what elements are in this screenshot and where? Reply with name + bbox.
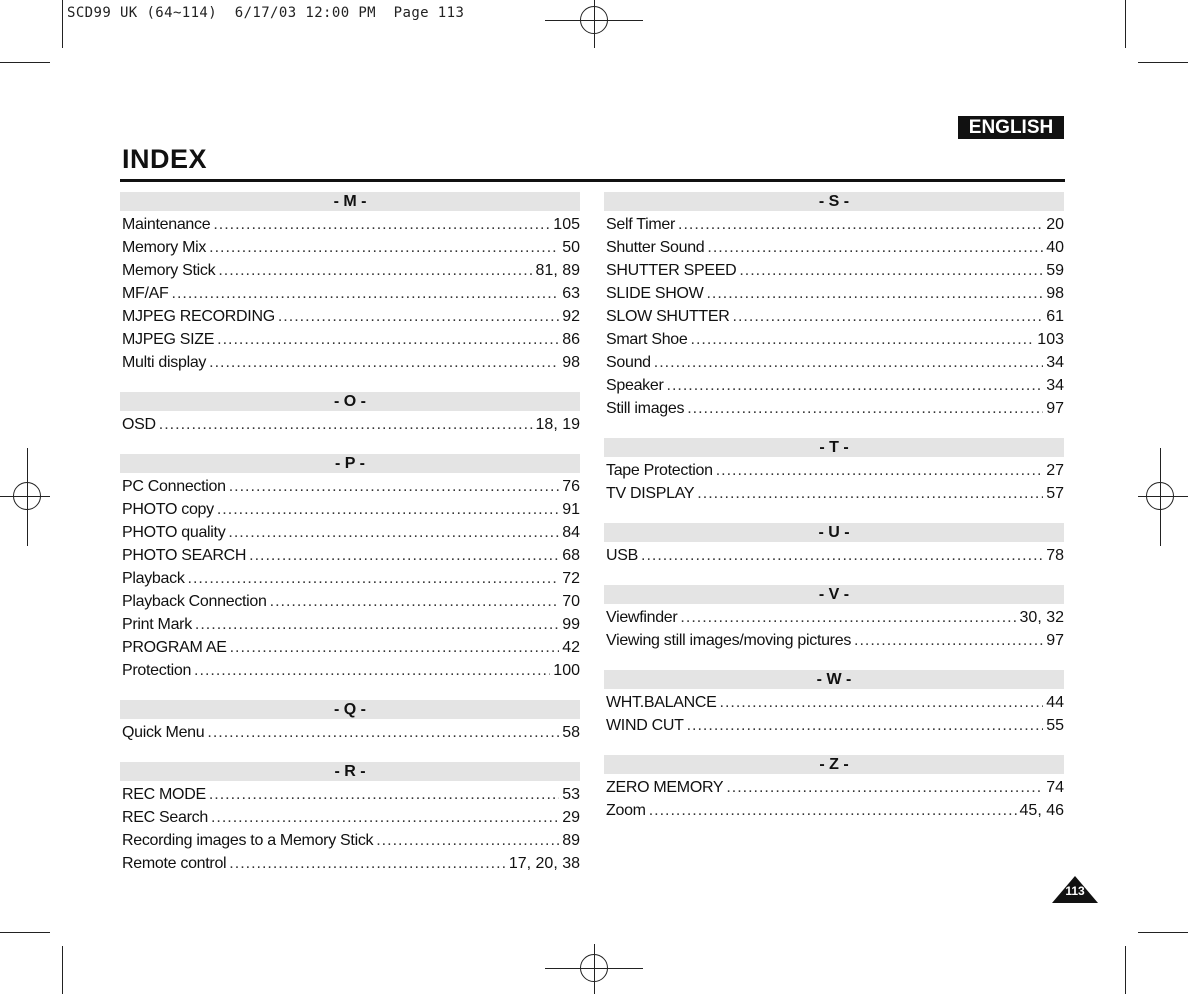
dot-leader [211, 809, 559, 827]
entry-page-numbers: 27 [1046, 462, 1064, 479]
index-entry [604, 802, 1064, 825]
dot-leader [641, 547, 1043, 565]
dot-leader [218, 262, 532, 280]
entry-page-numbers: 68 [562, 547, 580, 564]
index-entry [120, 308, 580, 331]
section-letter-heading: - W - [604, 670, 1064, 689]
crop-mark [62, 0, 63, 48]
index-entry [120, 662, 580, 685]
index-entry [604, 632, 1064, 655]
dot-leader [716, 462, 1044, 480]
index-entry [604, 285, 1064, 308]
entry-term: WHT.BALANCE [606, 694, 717, 711]
entry-term: PHOTO SEARCH [122, 547, 247, 564]
dot-leader [213, 216, 550, 234]
crop-mark [1125, 0, 1126, 48]
index-section [120, 454, 580, 685]
index-section [604, 585, 1064, 655]
dot-leader [217, 501, 559, 519]
entry-page-numbers: 44 [1046, 694, 1064, 711]
index-entry [120, 832, 580, 855]
dot-leader [726, 779, 1043, 797]
entry-term: SHUTTER SPEED [606, 262, 737, 279]
index-entry [120, 855, 580, 878]
entry-list [120, 724, 580, 747]
dot-leader [229, 855, 506, 873]
entry-page-numbers: 72 [562, 570, 580, 587]
dot-leader [678, 216, 1043, 234]
dot-leader [217, 331, 559, 349]
entry-term: PHOTO copy [122, 501, 214, 518]
entry-list [604, 547, 1064, 570]
index-entry [120, 331, 580, 354]
dot-leader [697, 485, 1043, 503]
index-entry [120, 216, 580, 239]
entry-term: MF/AF [122, 285, 169, 302]
index-section [120, 192, 580, 377]
entry-term: SLOW SHUTTER [606, 308, 730, 325]
entry-page-numbers: 18, 19 [535, 416, 580, 433]
dot-leader [207, 724, 559, 742]
entry-term: Remote control [122, 855, 227, 872]
entry-term: Viewing still images/moving pictures [606, 632, 852, 649]
dot-leader [209, 786, 559, 804]
entry-list [120, 786, 580, 878]
index-section [604, 670, 1064, 740]
dot-leader [194, 662, 550, 680]
section-letter-heading: - M - [120, 192, 580, 211]
entry-page-numbers: 78 [1046, 547, 1064, 564]
section-letter-heading: - S - [604, 192, 1064, 211]
dot-leader [707, 239, 1043, 257]
entry-term: REC Search [122, 809, 208, 826]
dot-leader [188, 570, 560, 588]
entry-term: MJPEG RECORDING [122, 308, 275, 325]
index-section [604, 523, 1064, 570]
crop-mark [1138, 62, 1188, 63]
entry-term: Zoom [606, 802, 646, 819]
index-entry [604, 609, 1064, 632]
entry-term: Sound [606, 354, 651, 371]
entry-list [604, 779, 1064, 825]
dot-leader [270, 593, 560, 611]
entry-term: Smart Shoe [606, 331, 688, 348]
entry-page-numbers: 57 [1046, 485, 1064, 502]
entry-term: Still images [606, 400, 685, 417]
entry-list [120, 416, 580, 439]
entry-term: SLIDE SHOW [606, 285, 704, 302]
entry-term: OSD [122, 416, 156, 433]
entry-term: ZERO MEMORY [606, 779, 724, 796]
dot-leader [687, 400, 1043, 418]
section-letter-heading: - P - [120, 454, 580, 473]
entry-page-numbers: 86 [562, 331, 580, 348]
entry-term: Viewfinder [606, 609, 678, 626]
dot-leader [706, 285, 1043, 303]
entry-term: Shutter Sound [606, 239, 705, 256]
index-section [120, 392, 580, 439]
entry-page-numbers: 100 [553, 662, 580, 679]
crop-mark [0, 932, 50, 933]
dot-leader [159, 416, 533, 434]
index-entry [120, 724, 580, 747]
entry-page-numbers: 92 [562, 308, 580, 325]
dot-leader [691, 331, 1035, 349]
dot-leader [687, 717, 1044, 735]
entry-term: TV DISPLAY [606, 485, 695, 502]
entry-page-numbers: 34 [1046, 377, 1064, 394]
index-entry [120, 416, 580, 439]
dot-leader [278, 308, 559, 326]
entry-page-numbers: 84 [562, 524, 580, 541]
section-letter-heading: - U - [604, 523, 1064, 542]
dot-leader [680, 609, 1016, 627]
index-entry [120, 616, 580, 639]
index-entry [604, 308, 1064, 331]
section-letter-heading: - V - [604, 585, 1064, 604]
dot-leader [249, 547, 559, 565]
dot-leader [229, 478, 559, 496]
entry-page-numbers: 40 [1046, 239, 1064, 256]
entry-term: Protection [122, 662, 192, 679]
entry-page-numbers: 61 [1046, 308, 1064, 325]
entry-term: Print Mark [122, 616, 192, 633]
language-badge: ENGLISH [958, 116, 1064, 139]
index-entry [604, 262, 1064, 285]
dot-leader [172, 285, 560, 303]
page-title: INDEX [122, 144, 208, 174]
dot-leader [654, 354, 1043, 372]
section-letter-heading: - Q - [120, 700, 580, 719]
section-letter-heading: - R - [120, 762, 580, 781]
index-entry [120, 809, 580, 832]
entry-page-numbers: 70 [562, 593, 580, 610]
index-entry [604, 400, 1064, 423]
index-entry [120, 262, 580, 285]
entry-term: PROGRAM AE [122, 639, 227, 656]
index-entry [604, 694, 1064, 717]
entry-term: Quick Menu [122, 724, 205, 741]
index-section [120, 700, 580, 747]
index-section [604, 438, 1064, 508]
entry-list [120, 478, 580, 685]
index-entry [604, 239, 1064, 262]
entry-term: Playback Connection [122, 593, 267, 610]
index-column-right [604, 192, 1064, 825]
index-entry [120, 547, 580, 570]
title-rule [120, 179, 1065, 182]
index-entry [120, 593, 580, 616]
entry-page-numbers: 63 [562, 285, 580, 302]
index-entry [120, 786, 580, 809]
index-entry [120, 639, 580, 662]
entry-page-numbers: 45, 46 [1019, 802, 1064, 819]
entry-page-numbers: 42 [562, 639, 580, 656]
entry-page-numbers: 55 [1046, 717, 1064, 734]
entry-page-numbers: 97 [1046, 400, 1064, 417]
entry-term: Self Timer [606, 216, 676, 233]
entry-page-numbers: 17, 20, 38 [508, 855, 580, 872]
entry-term: Memory Mix [122, 239, 207, 256]
dot-leader [230, 639, 560, 657]
dot-leader [739, 262, 1043, 280]
entry-page-numbers: 105 [553, 216, 580, 233]
dot-leader [667, 377, 1044, 395]
section-letter-heading: - T - [604, 438, 1064, 457]
crop-mark [1125, 946, 1126, 994]
index-entry [604, 331, 1064, 354]
dot-leader [195, 616, 559, 634]
dot-leader [649, 802, 1017, 820]
section-letter-heading: - O - [120, 392, 580, 411]
index-entry [120, 524, 580, 547]
entry-list [604, 694, 1064, 740]
entry-page-numbers: 98 [562, 354, 580, 371]
entry-term: Playback [122, 570, 185, 587]
entry-list [604, 216, 1064, 423]
index-entry [120, 285, 580, 308]
entry-page-numbers: 30, 32 [1019, 609, 1064, 626]
dot-leader [720, 694, 1044, 712]
entry-page-numbers: 59 [1046, 262, 1064, 279]
index-section [604, 755, 1064, 825]
entry-page-numbers: 97 [1046, 632, 1064, 649]
entry-page-numbers: 98 [1046, 285, 1064, 302]
entry-page-numbers: 81, 89 [535, 262, 580, 279]
index-entry [604, 462, 1064, 485]
dot-leader [376, 832, 559, 850]
entry-page-numbers: 74 [1046, 779, 1064, 796]
index-entry [604, 377, 1064, 400]
entry-term: USB [606, 547, 638, 564]
section-letter-heading: - Z - [604, 755, 1064, 774]
index-entry [604, 216, 1064, 239]
dot-leader [733, 308, 1044, 326]
entry-page-numbers: 89 [562, 832, 580, 849]
index-entry [120, 501, 580, 524]
entry-term: Memory Stick [122, 262, 216, 279]
index-entry [120, 570, 580, 593]
entry-page-numbers: 53 [562, 786, 580, 803]
dot-leader [854, 632, 1043, 650]
entry-term: MJPEG SIZE [122, 331, 215, 348]
index-entry [604, 485, 1064, 508]
entry-page-numbers: 76 [562, 478, 580, 495]
entry-list [604, 462, 1064, 508]
entry-page-numbers: 99 [562, 616, 580, 633]
index-entry [604, 717, 1064, 740]
dot-leader [209, 239, 559, 257]
crop-mark [1138, 932, 1188, 933]
index-section [120, 762, 580, 878]
entry-term: Multi display [122, 354, 207, 371]
index-entry [120, 354, 580, 377]
print-slug: SCD99 UK (64~114) 6/17/03 12:00 PM Page 113 [67, 5, 465, 21]
entry-page-numbers: 29 [562, 809, 580, 826]
crop-mark [62, 946, 63, 994]
entry-term: Speaker [606, 377, 664, 394]
entry-list [604, 609, 1064, 655]
entry-term: REC MODE [122, 786, 206, 803]
entry-page-numbers: 50 [562, 239, 580, 256]
entry-term: Tape Protection [606, 462, 713, 479]
entry-page-numbers: 58 [562, 724, 580, 741]
entry-term: PC Connection [122, 478, 226, 495]
entry-page-numbers: 34 [1046, 354, 1064, 371]
index-entry [120, 478, 580, 501]
entry-term: PHOTO quality [122, 524, 226, 541]
entry-page-numbers: 20 [1046, 216, 1064, 233]
entry-list [120, 216, 580, 377]
entry-term: Maintenance [122, 216, 211, 233]
entry-term: WIND CUT [606, 717, 684, 734]
entry-page-numbers: 103 [1037, 331, 1064, 348]
entry-page-numbers: 91 [562, 501, 580, 518]
index-entry [604, 354, 1064, 377]
index-entry [604, 547, 1064, 570]
dot-leader [209, 354, 559, 372]
index-entry [120, 239, 580, 262]
index-entry [604, 779, 1064, 802]
crop-mark [0, 62, 50, 63]
dot-leader [228, 524, 559, 542]
index-column-left [120, 192, 580, 878]
entry-term: Recording images to a Memory Stick [122, 832, 374, 849]
page-number: 113 [1065, 884, 1085, 898]
index-section [604, 192, 1064, 423]
